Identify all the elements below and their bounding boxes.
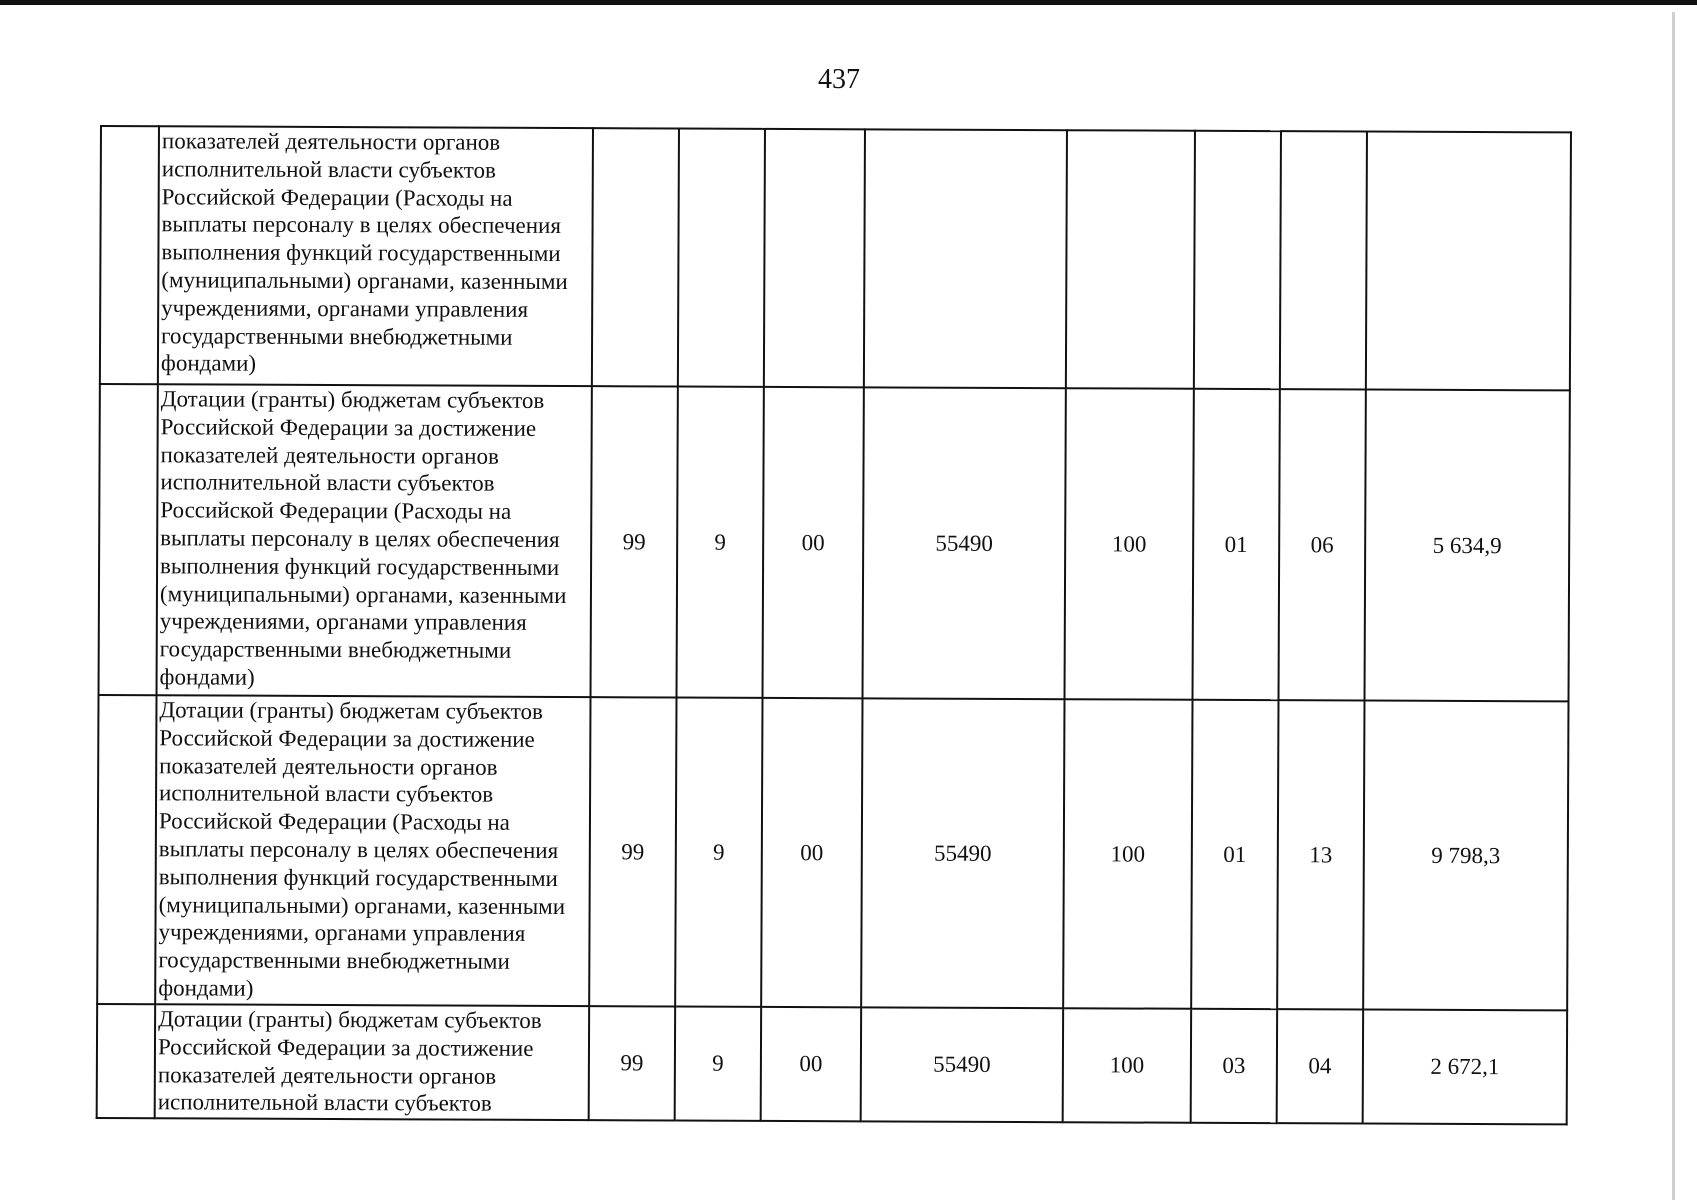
row-number-cell (97, 695, 156, 1004)
code-cell: 01 (1191, 700, 1278, 1009)
code-cell: 100 (1065, 388, 1194, 700)
code-cell (1280, 131, 1367, 389)
code-cell: 100 (1063, 1008, 1191, 1123)
code-cell: 04 (1277, 1009, 1363, 1123)
code-cell: 99 (589, 697, 676, 1006)
amount-cell: 9 798,3 (1363, 701, 1568, 1011)
scan-edge-top (0, 0, 1697, 5)
code-cell: 06 (1279, 389, 1366, 700)
scan-edge-right (1672, 12, 1675, 1200)
code-cell (864, 129, 1067, 388)
code-cell: 9 (675, 1007, 761, 1121)
code-cell: 55490 (863, 387, 1066, 699)
code-cell (678, 129, 765, 387)
code-cell: 55490 (861, 698, 1064, 1008)
code-cell: 03 (1191, 1009, 1277, 1123)
code-cell: 00 (761, 1007, 861, 1121)
code-cell: 99 (589, 1006, 675, 1120)
amount-cell (1366, 132, 1571, 391)
code-cell: 9 (677, 387, 764, 698)
description-cell: показателей деятельности органов исполнительной власти субъектов Российской Федерации (Расходы на выплаты персоналу в целях обеспечения выполнения функций государственными (муниципальными) органами, казенными учреждениями, органами управления государственными внебюджетными фондами) (158, 126, 593, 386)
row-number-cell (99, 384, 158, 695)
code-cell: 00 (761, 698, 862, 1007)
amount-cell: 5 634,9 (1365, 390, 1570, 702)
code-cell (1194, 131, 1281, 389)
row-number-cell (97, 1004, 155, 1118)
description-cell: Дотации (гранты) бюджетам субъектов Российской Федерации за достижение показателей деятельности органов исполнительной власти субъектов Российской Федерации (Расходы на выплаты персоналу в целях обеспечения выполнения функций государственными (муниципальными) органами, казенными учреждениями, органами управления государственными внебюджетными фондами) (155, 695, 590, 1006)
table-row (97, 1004, 1567, 1124)
code-cell: 00 (763, 387, 864, 698)
table-row (97, 695, 1568, 1010)
code-cell (764, 129, 865, 387)
code-cell (1066, 130, 1195, 389)
code-cell (592, 128, 679, 386)
budget-table (96, 125, 1572, 1125)
code-cell: 99 (591, 386, 678, 697)
description-cell: Дотации (гранты) бюджетам субъектов Российской Федерации за достижение показателей деятельности органов исполнительной власти субъектов Российской Федерации (Расходы на выплаты персоналу в целях обеспечения выполнения функций государственными (муниципальными) органами, казенными учреждениями, органами управления государственными внебюджетными фондами) (157, 384, 592, 697)
row-number-cell (100, 126, 159, 384)
description-cell: Дотации (гранты) бюджетам субъектов Российской Федерации за достижение показателей деятельности органов исполнительной власти субъектов (155, 1004, 589, 1120)
code-cell: 13 (1277, 700, 1364, 1009)
page-number: 437 (818, 64, 860, 95)
code-cell: 01 (1193, 389, 1280, 700)
code-cell: 9 (675, 698, 762, 1007)
amount-cell: 2 672,1 (1363, 1010, 1567, 1125)
code-cell: 55490 (861, 1007, 1063, 1122)
table-row (100, 126, 1571, 390)
code-cell: 100 (1063, 699, 1192, 1009)
table-row (99, 384, 1570, 701)
